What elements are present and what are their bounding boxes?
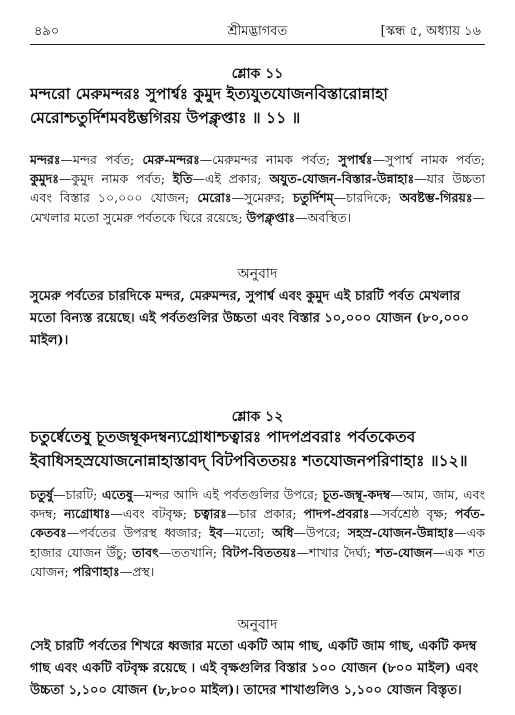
synonym-word: সুপার্শ্বঃ bbox=[338, 152, 373, 167]
sanskrit-verse bbox=[30, 82, 485, 130]
verse-line: চতুর্ষ্বেতেষু চূতজম্বূকদম্বন্যগ্রোধাশ্চত্বারঃ পাদপপ্রবরাঃ পর্বতকেতব bbox=[30, 427, 416, 446]
synonym-meaning: —উপরে; bbox=[293, 525, 348, 541]
header-rule bbox=[30, 44, 485, 45]
synonym-meaning: —আম, জাম, এবং কদম্ব; bbox=[30, 487, 485, 522]
translation-heading: অনুবাদ bbox=[237, 617, 278, 633]
synonym-word: পরিণাহাঃ bbox=[72, 563, 120, 579]
page-header bbox=[34, 22, 481, 40]
synonym-word: উপক্লৃপ্তাঃ bbox=[246, 209, 296, 225]
synonym-word: ইব bbox=[209, 525, 223, 541]
synonym-meaning: —সুমেরুর; bbox=[231, 190, 293, 206]
verse-heading: শ্লোক ১২ bbox=[231, 409, 284, 425]
synonym-word: ন্যগ্রোধাঃ bbox=[64, 506, 111, 522]
synonym-meaning: —মতো; bbox=[222, 525, 273, 541]
sanskrit-verse bbox=[30, 425, 485, 473]
synonym-meaning: —এক হাজার যোজন উঁচু; bbox=[30, 525, 485, 560]
synonym-meaning: —সুপার্শ্ব নামক পর্বত; bbox=[372, 152, 485, 167]
synonym-meaning: —শাখার দৈর্ঘ্য; bbox=[296, 544, 376, 560]
synonyms-paragraph bbox=[30, 485, 485, 581]
synonym-word: পর্বত-কেতবঃ bbox=[30, 506, 485, 541]
verse-line: ইবাধিসহস্রযোজনোন্নাহাস্তাবদ্ বিটপবিততয়ঃ শতযোজনপরিণাহাঃ ॥১২॥ bbox=[30, 451, 468, 470]
synonym-word: তাবৎ bbox=[132, 544, 159, 560]
page-number: ৪৯০ bbox=[34, 24, 60, 39]
verse-line: মেরোশ্চতুর্দিশমবষ্টম্ভগিরয় উপক্লৃপ্তাঃ ॥ ১১ ॥ bbox=[30, 108, 301, 127]
translation-text: সুমেরু পর্বতের চারদিকে মন্দর, মেরুমন্দর, সুপার্শ্ব এবং কুমুদ এই চারটি পর্বত মেখলার মতো বিন্যস্ত রয়েছে। এই পর্বতগুলির উচ্চতা এবং বিস্তার ১০,০০০ যোজন (৮০,০০০ মাইল)। bbox=[30, 289, 470, 348]
synonym-word: এতেষু bbox=[101, 487, 133, 502]
synonym-word: মন্দরঃ bbox=[30, 152, 61, 167]
verse-line: মন্দরো মেরুমন্দরঃ সুপার্শ্বঃ কুমুদ ইত্যযুতযোজনবিস্তারোন্নাহা bbox=[30, 84, 388, 103]
synonyms-paragraph bbox=[30, 150, 485, 227]
synonym-word: অবষ্টম্ভ-গিরয়ঃ bbox=[399, 190, 473, 206]
synonym-meaning: —প্রস্থ। bbox=[119, 563, 155, 579]
synonym-meaning: —চার প্রকার; bbox=[226, 506, 304, 522]
synonym-meaning: —এই প্রকার; bbox=[192, 171, 270, 187]
synonym-word: মেরু-মন্দরঃ bbox=[142, 152, 200, 167]
synonym-word: অধি bbox=[272, 525, 294, 541]
translation-heading: অনুবাদ bbox=[237, 266, 278, 282]
synonym-meaning: —যার উচ্চতা এবং বিস্তার ১০,০০০ যোজন; bbox=[30, 171, 486, 206]
synonym-word: বিটপ-বিততয়ঃ bbox=[222, 544, 297, 560]
synonym-word: ইতি bbox=[172, 171, 193, 187]
synonym-word: মেরোঃ bbox=[197, 190, 232, 206]
synonym-meaning: —মন্দর আদি এই পর্বতগুলির উপরে; bbox=[132, 487, 323, 502]
chapter-reference: [স্কন্ধ ৫, অধ্যায় ১৬ bbox=[380, 24, 481, 39]
synonym-word: শত-যোজন bbox=[375, 544, 433, 560]
synonym-word: চত্বারঃ bbox=[194, 506, 227, 522]
synonym-meaning: —পর্বতের উপরস্থ ধ্বজার; bbox=[66, 525, 210, 541]
synonym-word: সহস্র-যোজন-উন্নাহাঃ bbox=[347, 525, 455, 541]
synonym-word: চূত-জম্বূ-কদম্ব bbox=[322, 487, 391, 502]
book-title: শ্রীমদ্ভাগবত bbox=[227, 24, 288, 39]
synonym-meaning: —সর্বশ্রেষ্ঠ বৃক্ষ; bbox=[369, 506, 455, 522]
synonym-meaning: —অবস্থিত। bbox=[295, 209, 352, 225]
synonym-word: অযুত-যোজন-বিস্তার-উন্নাহাঃ bbox=[269, 171, 415, 187]
synonym-word: কুমুদঃ bbox=[30, 171, 59, 187]
synonym-meaning: —ততখানি; bbox=[158, 544, 223, 560]
synonym-word: চতুর্ষু bbox=[30, 487, 54, 502]
synonym-meaning: —কুমুদ নামক পর্বত; bbox=[58, 171, 173, 187]
synonym-meaning: —চারটি; bbox=[53, 487, 102, 502]
synonym-word: পাদপ-প্রবরাঃ bbox=[303, 506, 370, 522]
synonym-meaning: —চারদিকে; bbox=[333, 190, 400, 206]
synonym-meaning: —এক শত যোজন; bbox=[30, 544, 485, 579]
synonym-meaning: —মেখলার মতো সুমেরু পর্বতকে ঘিরে রয়েছে; bbox=[30, 190, 486, 225]
verse-heading: শ্লোক ১১ bbox=[231, 66, 284, 82]
synonym-meaning: —মন্দর পর্বত; bbox=[60, 152, 143, 167]
translation-text: সেই চারটি পর্বতের শিখরে ধ্বজার মতো একটি আম গাছ, একটি জাম গাছ, একটি কদম্ব গাছ এবং একটি বটবৃক্ষ রয়েছে । এই বৃক্ষগুলির বিস্তার ১০০ যোজন (৮০০ মাইল) এবং উচ্চতা ১,১০০ যোজন (৮,৮০০ মাইল)। তাদের শাখাগুলিও ১,১০০ যোজন বিস্তৃত। bbox=[30, 639, 479, 698]
synonym-meaning: —এবং বটবৃক্ষ; bbox=[110, 506, 195, 522]
synonym-meaning: —মেরুমন্দর নামক পর্বত; bbox=[199, 152, 339, 167]
synonym-word: চতুর্দিশম্ bbox=[292, 190, 334, 206]
